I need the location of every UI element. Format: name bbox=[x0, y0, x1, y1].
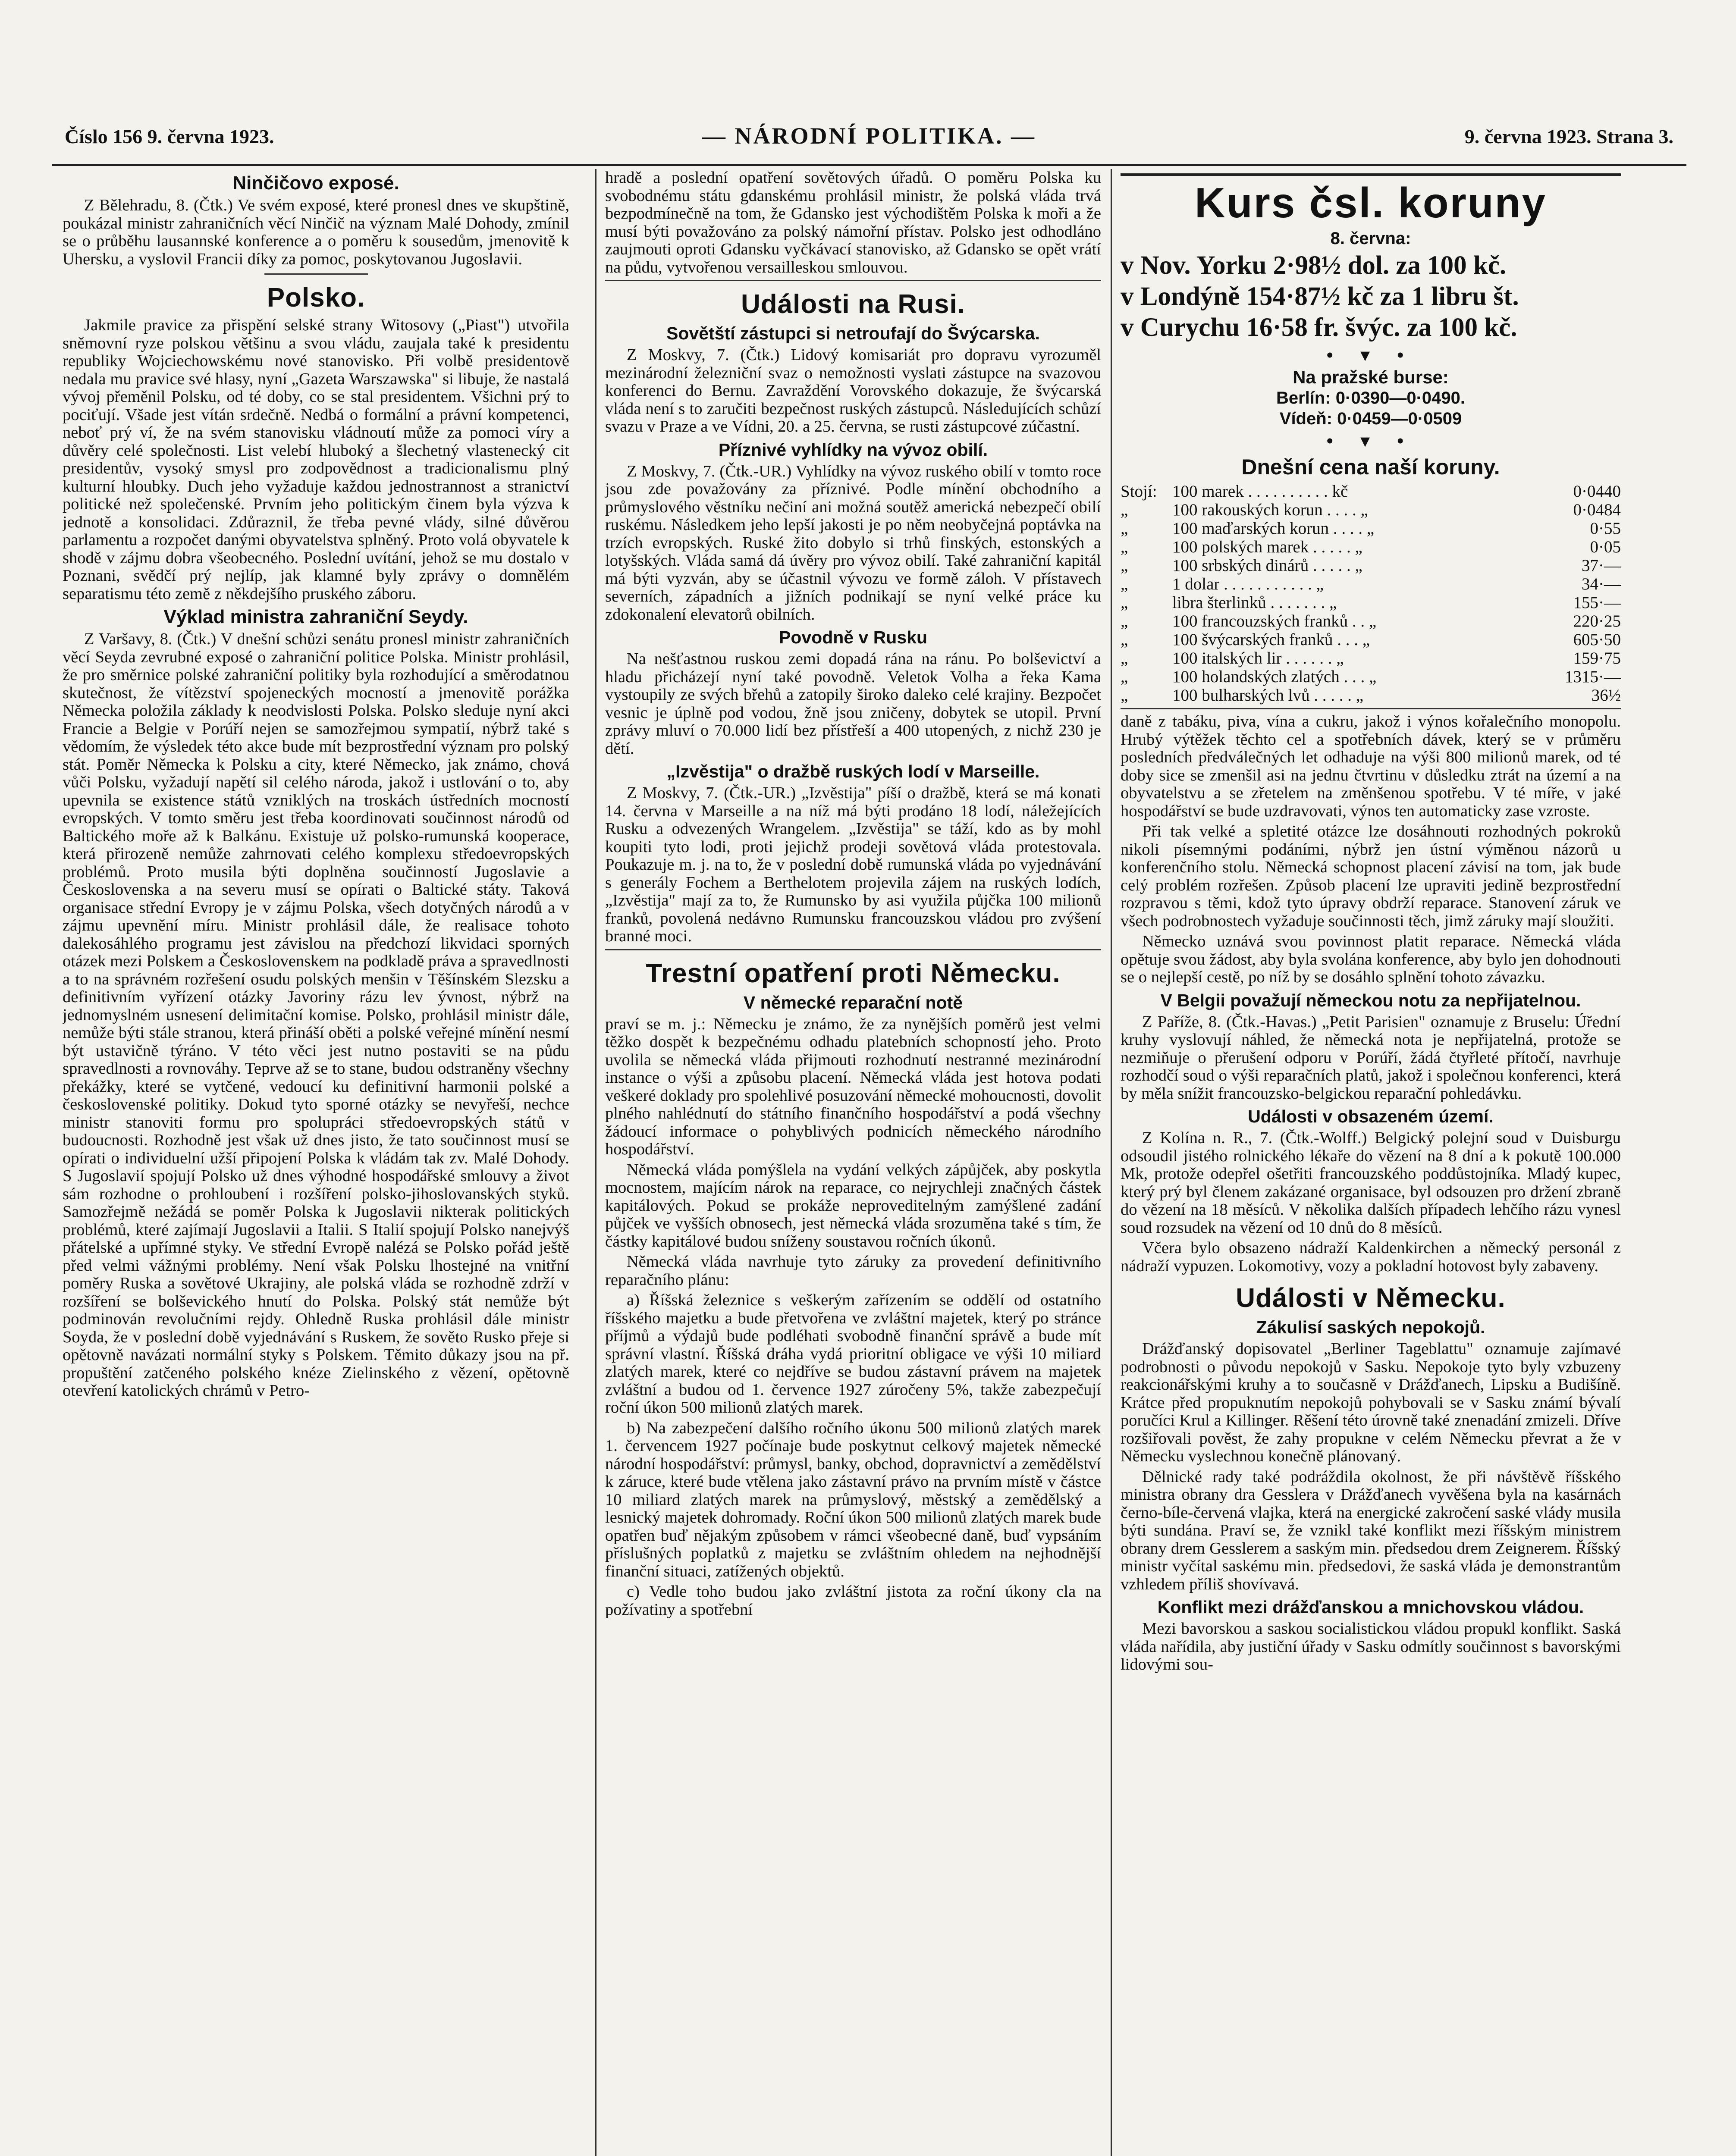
article-text: Z Bělehradu, 8. (Čtk.) Ve svém exposé, které pronesl dnes ve skupštině, poukázal ministr zahraničních věcí Ninčič na význam Malé Dohody, zmínil se o průběhu lausannské konference a o poměru k sousedům, jmenovitě k Uhersku, a vyslovil Francii díky za pomoc, poskytovanou Jugoslavii. bbox=[63, 196, 569, 268]
rate-value: 155·— bbox=[1573, 593, 1621, 612]
article-text: b) Na zabezpečení dalšího ročního úkonu 500 milionů zlatých marek 1. červencem 1927 počínaje bude poskytnut celkový majetek německé národní hospodářství: průmysl, banky, obchod, dopravnictví a zemědělství k záruce, které bude vtělena jako zástavní právo na prvním místě v částce 10 miliard zlatých marek na průmyslový, městský a zemědělský a lesnický majetek dohromady. Roční úkon 500 milionů zlatých marek bude opatřen buď nějakým způsobem v rámci všeobecné daně, buď vypsáním příslušných poplatků z majetku se zvláštním ohledem na nejhodnější finanční situaci, zatížených objektů. bbox=[605, 1419, 1101, 1580]
rate-item: 100 polských marek . . . . . „ bbox=[1172, 538, 1362, 556]
article-text: Německá vláda pomýšlela na vydání velkých zápůjček, aby poskytla mocnostem, majícím nárok na reparace, co nejrychleji značných částek kapitálových. Pokud se prokáže neproveditelným zamýšlené zadání půjček ve vyšších obnosech, jest německá vláda srozuměna také s tím, že částky kapitálové budou sníženy soustavou ročních úkonů. bbox=[605, 1160, 1101, 1250]
rate-prefix: „ bbox=[1121, 501, 1128, 519]
ornament-dots: • ▾ • bbox=[1326, 430, 1415, 451]
article-subtitle: V německé reparační notě bbox=[743, 992, 963, 1012]
rate-row bbox=[1121, 556, 1621, 575]
article-subtitle: „Izvěstija" o dražbě ruských lodí v Marseille. bbox=[666, 761, 1040, 781]
rate-item: 100 rakouských korun . . . . „ bbox=[1172, 501, 1368, 519]
rate-prefix: Stojí: bbox=[1121, 482, 1157, 501]
rate-prefix: „ bbox=[1121, 612, 1128, 630]
article-text: a) Říšská železnice s veškerým zařízením se oddělí od ostatního říšského majetku a bude přetvořena ve zvláštní majetek, který po stránce příjmů a výdajů bude podléhati svobodně finanční správě a bude mít správní vlastní. Říšská dráha vydá prioritní obligace ve výši 10 miliard zlatých marek, které co nejdříve se budou zástavní právem na majetek zvláštní a budou od 1. července 1927 zúročeny 5%, takže zabezpečují roční úkon 500 milionů zlatých marek. bbox=[605, 1291, 1101, 1416]
rate-value: 605·50 bbox=[1573, 630, 1621, 649]
rate-row bbox=[1121, 630, 1621, 649]
article-subtitle: Konflikt mezi drážďanskou a mnichovskou vládou. bbox=[1157, 1597, 1584, 1617]
divider bbox=[264, 273, 368, 275]
rate-row bbox=[1121, 501, 1621, 519]
exchange-rate-line: v Nov. Yorku 2·98½ dol. za 100 kč. bbox=[1121, 251, 1507, 280]
article-text: c) Vedle toho budou jako zvláštní jistota za roční úkony cla na požívatiny a spotřební bbox=[605, 1583, 1101, 1619]
article-text: praví se m. j.: Německu je známo, že za nynějších poměrů jest velmi těžko dospět k bezpečnému odhadu platebních schopností jeho. Proto uvolila se německá vláda přijmouti rozhodnutí nestranné mezinárodní instance o výši a způsobu placení. Německá vláda jest hotova podati veškeré doklady pro spolehlivé posuzování německé mohoucnosti, dovolit plného nahlédnutí do státního finančního hospodářství a podá všechny žádoucí informace o pohyblivých podnicích německého národního hospodářství. bbox=[605, 1015, 1101, 1158]
article-text: Z Varšavy, 8. (Čtk.) V dnešní schůzi senátu pronesl ministr zahraničních věcí Seyda zevrubné exposé o zahraniční politice Polska. Ministr prohlásil, že pro směrnice polské zahraniční politiky byla rozhodující a směrodatnou skutečnost, že vítězství spojeneckých mocností a jmenovitě porážka Německa položila základy k neodvislosti Polska. Polsko sleduje nyní akci Francie a Belgie v Porúří nejen se samozřejmou sympatií, nýbrž také s vědomím, že výsledek této akce bude mít bezprostřední význam pro polský stát. Poměr Německa k Polsku a city, které Německo, jak známo, chová vůči Polsku, vyžadují napětí sil celého národa, jakož i ustlování o to, aby upevnila se existence států vzniklých na troskách ústředních mocností evropských. V tomto směru jest třeba koordinovati součinnost národů od Baltického moře až k Balkánu. Existuje už polsko-rumunská kooperace, která přirozeně nemůže zahrnovati celého komplexu středoevropských problémů. Proto musila býti doplněna součinností Jugoslavie a Československa a na severu musí se opírati o Baltické státy. Taková organisace střední Evropy je v zájmu Polska, všech dotyčných národů a v zájmu upevnění míru. Ministr prohlásil dále, že realisace tohoto dalekosáhlého programu jest závislou na předchozí likvidaci sporných otázek mezi Polskem a Československem na podkladě práva a spravedlnosti a to na správném rozřešení osudu polských menšin v Těšínském Slezsku a definitivním vyřízení otázky Javoriny rázu lev ývnost, nýbrž na jednomyslném usnesení delimitační komise. Polsko, prohlásil ministr dále, nemůže býti stále stranou, která přináší oběti a polské veřejné mínění nesmí být ustavičně týráno. V této věci jest nutno postaviti se na půdu spravedlnosti a rovnováhy. Teprve až se to stane, budou odstraněny všechny překážky, které se vytčené, vedoucí ku definitivní harmonii polské a československé politiky. Dokud tyto sporné otázky se nevyřeší, nechce ministr stanoviti formu pro spolupráci středoevropských států v budoucnosti. Rozhodně jest však už dnes jisto, že tato součinnost musí se opírati o individuelní užší připojení Polska k vládám tak zv. Malé Dohody. S Jugoslavií spojují Polsko už dnes výhodné hospodářské smlouvy a život sám rozhodne o prohloubení i rozšíření polsko-jihoslovanských styků. Samozřejmě nežádá se poměr Polska k Jugoslavii nikterak politických problémů, které zajímají Jugoslavii a Italii. S Italií spojují Polsko nanejvýš přátelské a upřímné styky. Ve střední Evropě nalézá se Polsko pořád ještě před velmi vážnými problémy. Není však Polsku lhostejné na vnitřní poměry Ruska a sovětové Ukrajiny, ale polská vláda se rozhodně zdrží v rozšíření se bolševického hnutí do Polska. Polský stát nemůže být podminován revolučními rejdy. Ohledně Ruska prohlásil dále ministr Soyda, že v poslední době vyjednávání s Ruskem, že sověto Rusko přeje si opětovně navázati normální styky s Polskem. Těmito důkazy jsou na př. propuštění zatčeného polského knéze Zielinského z vězení, opětovně otevření katolických chrámů v Petro- bbox=[63, 630, 569, 1400]
exchange-rate-title: Kurs čsl. koruny bbox=[1121, 173, 1621, 227]
rate-row bbox=[1121, 667, 1621, 686]
article-text: Z Moskvy, 7. (Čtk.-UR.) Vyhlídky na vývoz ruského obilí v tomto roce jsou zde považovány za příznivé. Podle mínění obchodního a průmyslového věstníku nečiní ani možná soutěž americká nebezpečí obilí ruskému. Následkem jeho lepší jakosti je po něm neobyčejná poptávka na trzích evropských. Ruské žito dobylo si trhů finských, estonských a lotyšských. Vláda samá dá úvěry pro vývoz obilí. Také zahraniční kapitál má býti vyzván, aby se účastnil vývozu ve formě záloh. V přístavech severních, západních a jižních podnikají se nyní velké práce ku zdokonalení elevatorů obilních. bbox=[605, 462, 1101, 624]
article-text: Mezi bavorskou a saskou socialistickou vládou propukl konflikt. Saská vláda nařídila, aby justiční úřady v Sasku odmítly součinnost s bavorskými lidovými sou- bbox=[1121, 1620, 1621, 1673]
rate-row bbox=[1121, 593, 1621, 612]
article-text: daně z tabáku, piva, vína a cukru, jakož i výnos kořalečního monopolu. Hrubý výtěžek těchto cel a spotřebních dávek, který se v průměru posledních předválečných let odhaduje na výši 800 milionů marek, od té doby sice se zmenšil asi na jednu čtvrtinu v důsledku ztrát na území a na obyvatelstvu a se zřetelem na změnšenou spotřebu. V té míře, v jaké hospodářství se bude uzdravovati, výnos ten automaticky zase vzroste. bbox=[1121, 712, 1621, 820]
article-text: Jakmile pravice za přispění selské strany Witosovy („Piast") utvořila sněmovní ryze polskou většinu a svou vládu, zaujala také k presidentu republiky Wojciechowskému nové stanovisko. Při volbě presidentově nedala mu pravice své hlasy, nyní „Gazeta Warszawska" si libuje, že nastalá vývoj přeměnil Polsku, od té doby, co se stal presidentem. Všichni prý to pociťují. Všade jest vítán srdečně. Nedbá o formální a právní kompetenci, neboť prý ví, že na svém stanovisku vládnoutí může za pomoci víry a důvěry celé společnosti. List velebí hluboký a šlechetný vlastenecký cit presidentův, vysoký smysl pro zodpovědnost a tradicionalismu plný kulturní hloubky. Duch jeho vyžaduje každou jednostrannost a stranictví politické než společenské. Prvním jeho politickým činem byla výzva k jednotě a konsolidaci. Zdůraznil, že třeba pevné vlády, silné důvěrou parlamentu a rozpočet danými obyvatelstva splněný. Proto volá obyvatele k shodě v zájmu dobra všeobecného. Poslední uvítání, jehož se mu dostalo v Poznani, svědčí prý nejlíp, jak klamné byly zprávy o domnělém separatismu této země z někdejšího pruského záboru. bbox=[63, 316, 569, 603]
rate-prefix: „ bbox=[1121, 556, 1128, 575]
rate-prefix: „ bbox=[1121, 593, 1128, 612]
article-text: Drážďanský dopisovatel „Berliner Tageblattu" oznamuje zajímavé podrobnosti o původu nepokojů v Sasku. Nepokoje tyto byly vzbuzeny reakcionářskými kruhy a to současně v Drážďanech, Lipsku a Budišíně. Krátce před propuknutím nepokojů pohybovali se v Sasku známí bývalí poručíci Krul a Killinger. Rěšení této úrovně také znenadání zmizeli. Dříve rozšiřovali pověst, že zahy propukne v celém Německu převrat a že v Německu vyslechnou konečně plánovaný. bbox=[1121, 1340, 1621, 1465]
column-3 bbox=[1111, 169, 1621, 2156]
article-text: Z Paříže, 8. (Čtk.-Havas.) „Petit Parisien" oznamuje z Bruselu: Úřední kruhy vyslovují náhled, že německá nota je nepřijatelná, protože se nezmiňuje o přerušení odporu v Porúří, žádá čtyřleté přítočí, navrhuje rozhodčí soud o výši reparačních platů, jakož i společnou konferenci, která by měla snížit francouzsko-belgickou reparační pohledávku. bbox=[1121, 1012, 1621, 1103]
rate-item: 100 italských lir . . . . . . „ bbox=[1172, 649, 1344, 667]
rate-value: 34·— bbox=[1582, 575, 1621, 593]
rate-item: 100 švýcarských franků . . . „ bbox=[1172, 630, 1370, 649]
rate-item: 100 maďarských korun . . . . „ bbox=[1172, 519, 1375, 538]
rate-value: 36½ bbox=[1591, 686, 1621, 705]
rate-item: 100 srbských dinárů . . . . . „ bbox=[1172, 556, 1362, 575]
ornament-dots: • ▾ • bbox=[1326, 345, 1415, 366]
burse-title: Na pražské burse: bbox=[1293, 367, 1449, 387]
column-2 bbox=[595, 169, 1101, 2156]
rate-value: 0·0440 bbox=[1573, 482, 1621, 501]
article-subtitle: Zákulisí saských nepokojů. bbox=[1256, 1317, 1485, 1337]
rates-table-title: Dnešní cena naší koruny. bbox=[1241, 455, 1500, 479]
burse-line: Berlín: 0·0390—0·0490. bbox=[1276, 389, 1465, 407]
rate-prefix: „ bbox=[1121, 686, 1128, 705]
burse-line: Vídeň: 0·0459—0·0509 bbox=[1279, 409, 1462, 428]
article-title: Trestní opatření proti Německu. bbox=[646, 958, 1061, 988]
rates-table bbox=[1121, 482, 1621, 705]
header-date-page: 9. června 1923. Strana 3. bbox=[1464, 125, 1673, 147]
article-text: Na nešťastnou ruskou zemi dopadá rána na ránu. Po bolševictví a hladu přicházejí nyní také povodně. Veletok Volha a řeka Kama vystoupily ze svých břehů a zatopily široko daleko celé krajiny. Bezpočet vesnic je úplně pod vodou, žně jsou zničeny, dobytek se utopil. První zprávy mluví o 70.000 lidí bez přístřeší a 400 utopených, z nichž 230 je dětí. bbox=[605, 650, 1101, 758]
rate-value: 1315·— bbox=[1565, 667, 1621, 686]
article-subtitle: Povodně v Rusku bbox=[779, 627, 927, 647]
article-text: Německá vláda navrhuje tyto záruky za provedení definitivního reparačního plánu: bbox=[605, 1253, 1101, 1289]
exchange-rate-line: v Londýně 154·87½ kč za 1 libru št. bbox=[1121, 282, 1519, 311]
article-title: Polsko. bbox=[267, 283, 365, 313]
rate-value: 0·05 bbox=[1590, 538, 1621, 556]
article-text: hradě a poslední opatření sovětových úřadů. O poměru Polska ku svobodnému státu gdanskému prohlásil ministr, že polská vláda trvá bezpodmínečně na tom, že Gdansko jest východištěm Polska k moři a že musí býti považováno za polský námořní přístav. Polsko jest odhodláno zaujmouti oproti Gdansku vyčkávací stanovisko, až Gdansko se opět vrátí na půdu, vytvořenou versailleskou smlouvou. bbox=[605, 169, 1101, 276]
rate-value: 37·— bbox=[1582, 556, 1621, 575]
rate-prefix: „ bbox=[1121, 519, 1128, 538]
masthead: — NÁRODNÍ POLITIKA. — bbox=[702, 123, 1036, 149]
article-text: Německo uznává svou povinnost platit reparace. Německá vláda opětuje svou žádost, aby byla svolána konference, aby bylo jen dohodnouti se o nejlepší cestě, po níž by se dosáhlo splnění tohoto závazku. bbox=[1121, 932, 1621, 986]
rate-item: 1 dolar . . . . . . . . . . . „ bbox=[1172, 575, 1324, 593]
article-subtitle: Sovětští zástupci si netroufají do Švýcarska. bbox=[666, 323, 1040, 343]
rate-value: 0·55 bbox=[1590, 519, 1621, 538]
page-header bbox=[52, 116, 1686, 166]
article-title: Události v Německu. bbox=[1236, 1283, 1506, 1313]
rate-prefix: „ bbox=[1121, 667, 1128, 686]
article-subtitle: Výklad ministra zahraniční Seydy. bbox=[163, 606, 468, 627]
divider bbox=[1121, 708, 1621, 709]
article-text: Z Moskvy, 7. (Čtk.-UR.) „Izvěstija" píší o dražbě, která se má konati 14. června v Marseille a na níž má býti prodáno 18 lodí, náležejících Rusku a odvezených Wrangelem. „Izvěstija" se táží, kdo as by mohl koupiti tyto lodi, proti jejichž prodeji sovětová vláda protestovala. Poukazuje m. j. na to, že v poslední době rumunská vláda po vyjednávání s generály Fochem a Berthelotem projevila zájem na ruských lodích, „Izvěstija" mají za to, že Rumunsko by asi využila půjčka 100 milionů franků, povolená nedávno Rumunsku francouzskou vládou pro zvýšení branné moci. bbox=[605, 784, 1101, 945]
article-title: Události v obsazeném území. bbox=[1248, 1106, 1494, 1126]
rate-item: 100 holandských zlatých . . . „ bbox=[1172, 667, 1377, 686]
rate-row bbox=[1121, 686, 1621, 705]
rate-prefix: „ bbox=[1121, 630, 1128, 649]
article-text: Z Kolína n. R., 7. (Čtk.-Wolff.) Belgický polejní soud v Duisburgu odsoudil jistého rolnického lékaře do vězení na 8 dní a k pokutě 100.000 Mk, protože odepřel ošetřiti francouzského poddůstojníka. Mladý kupec, který prý byl členem zakázané organisace, byl odsouzen pro držení zbraně do vězení na 18 měsíců. V několika dalších případech lehčího rázu vynesl soud rozsudek na vězení od 10 dnů do 8 měsíců. bbox=[1121, 1129, 1621, 1237]
rate-value: 220·25 bbox=[1573, 612, 1621, 630]
article-title: V Belgii považují německou notu za nepřijatelnou. bbox=[1160, 990, 1581, 1010]
divider bbox=[605, 949, 1101, 950]
rate-row bbox=[1121, 519, 1621, 538]
rate-row bbox=[1121, 649, 1621, 667]
rate-prefix: „ bbox=[1121, 649, 1128, 667]
rate-item: libra šterlinků . . . . . . . „ bbox=[1172, 593, 1337, 612]
rate-row bbox=[1121, 538, 1621, 556]
rate-row bbox=[1121, 575, 1621, 593]
exchange-rate-line: v Curychu 16·58 fr. švýc. za 100 kč. bbox=[1121, 313, 1517, 342]
rate-value: 159·75 bbox=[1573, 649, 1621, 667]
column-1 bbox=[63, 169, 569, 2156]
rate-item: 100 francouzských franků . . „ bbox=[1172, 612, 1377, 630]
article-text: Při tak velké a spletité otázce lze dosáhnouti rozhodných pokroků nikoli písemnými podáními, nýbrž jen ústní výměnou názorů u konferenčního stolu. Německá schopnost placení závisí na tom, jak bude celý problém rozřešen. Způsob placení lze upraviti jedině bezprostřední rozpravou s těmi, kdož tyto úpravy obdrží reparace. Stanovení záruk ve všech podrobnostech vyžaduje součinnosti těch, jimž záruky mají sloužiti. bbox=[1121, 822, 1621, 930]
exchange-rate-date: 8. června: bbox=[1330, 229, 1411, 248]
rate-row bbox=[1121, 612, 1621, 630]
article-text: Z Moskvy, 7. (Čtk.) Lidový komisariát pro dopravu vyrozuměl mezinárodní železniční svaz o nemožnosti vyslati zástupce na svazovou konferenci do Bernu. Zavraždění Vorovského dokazuje, že švýcarská vláda není s to zaručiti bezpečnost ruských zástupců. Následujících schůzí svazu v Praze a ve Vídni, 20. a 25. června, se rusti zástupcové zúčastní. bbox=[605, 346, 1101, 436]
rate-value: 0·0484 bbox=[1573, 501, 1621, 519]
article-subtitle: Příznivé vyhlídky na vývoz obilí. bbox=[718, 439, 988, 460]
article-text: Dělnické rady také podráždila okolnost, že při návštěvě říšského ministra obrany dra Gesslera v Drážďanech vyvěšena byla na kasárnách černo-bíle-červená vlajka, která na energické zakročení saské vlády musila býti sundána. Praví se, že vznikl také konflikt mezi říšským ministrem obrany drem Gesslerem a saským min. předsedou drem Zeignerem. Říšský ministr vyčítal saskému min. předsedovi, že saská vláda je demonstrantům vzhledem příliš shovívavá. bbox=[1121, 1467, 1621, 1593]
rate-item: 100 bulharských lvů . . . . . „ bbox=[1172, 686, 1364, 705]
header-issue: Číslo 156 9. června 1923. bbox=[65, 125, 274, 147]
article-title: Události na Rusi. bbox=[741, 289, 965, 319]
rate-prefix: „ bbox=[1121, 575, 1128, 593]
rate-prefix: „ bbox=[1121, 538, 1128, 556]
rate-item: 100 marek . . . . . . . . . . kč bbox=[1172, 482, 1348, 501]
article-text: Včera bylo obsazeno nádraží Kaldenkirchen a německý personál z nádraží vypuzen. Lokomotivy, vozy a pokladní hotovost byly zabaveny. bbox=[1121, 1239, 1621, 1275]
article-title: Ninčičovo exposé. bbox=[232, 172, 399, 194]
divider bbox=[605, 280, 1101, 281]
rate-row bbox=[1121, 482, 1621, 501]
